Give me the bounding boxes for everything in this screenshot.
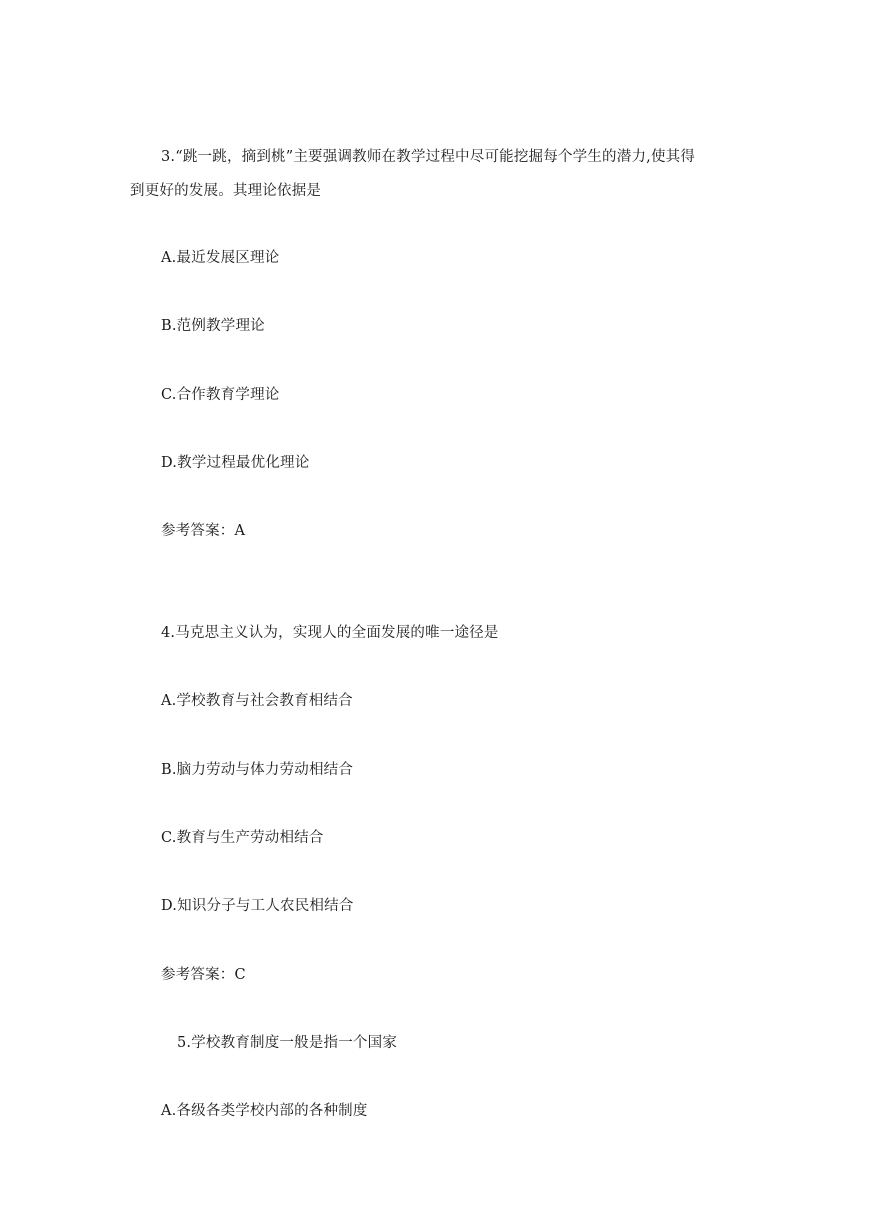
question-5-option-a: A.各级各类学校内部的各种制度 — [161, 1103, 368, 1119]
question-4-option-a: A.学校教育与社会教育相结合 — [161, 693, 353, 709]
question-3-option-a: A.最近发展区理论 — [161, 250, 280, 266]
question-3-option-c: C.合作教育学理论 — [161, 387, 280, 403]
question-3-answer: 参考答案：A — [161, 523, 246, 539]
question-3-stem-line-1: 3.“跳一跳，摘到桃”主要强调教师在教学过程中尽可能挖掘每个学生的潜力,使其得 — [161, 149, 696, 165]
question-4-stem: 4.马克思主义认为，实现人的全面发展的唯一途径是 — [161, 625, 499, 641]
question-4-option-d: D.知识分子与工人农民相结合 — [161, 898, 354, 914]
question-4-option-c: C.教育与生产劳动相结合 — [161, 830, 324, 846]
question-3-option-b: B.范例教学理论 — [161, 318, 265, 334]
question-3-option-d: D.教学过程最优化理论 — [161, 455, 310, 471]
question-3-stem-line-2: 到更好的发展。其理论依据是 — [130, 183, 322, 199]
question-5-stem: 5.学校教育制度一般是指一个国家 — [177, 1035, 398, 1051]
question-4-option-b: B.脑力劳动与体力劳动相结合 — [161, 762, 354, 778]
question-4-answer: 参考答案：C — [161, 967, 246, 983]
